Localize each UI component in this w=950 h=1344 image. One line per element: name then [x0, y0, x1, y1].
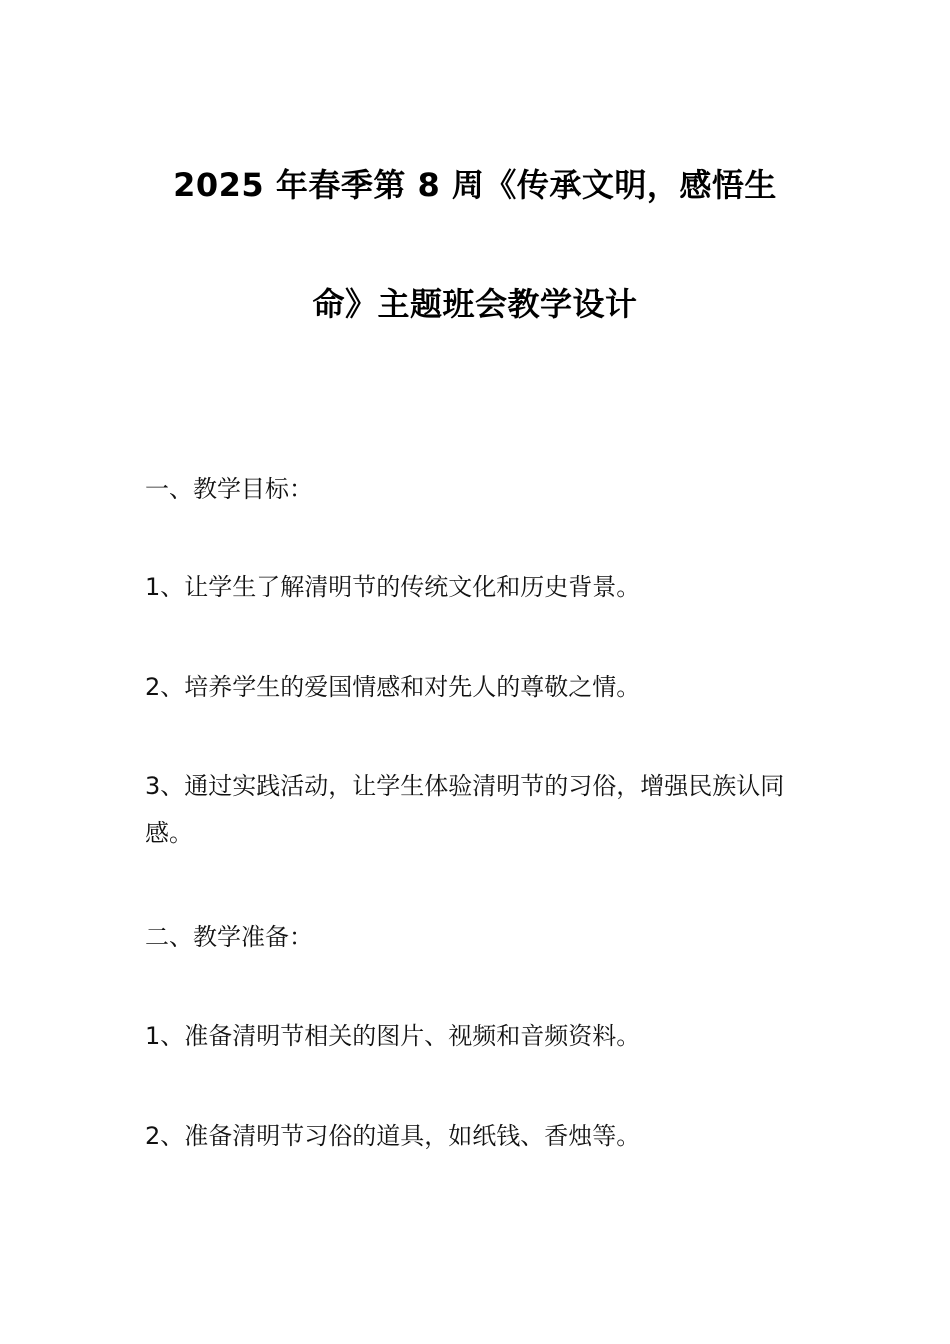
section-heading-preparation: 二、教学准备：	[145, 923, 313, 951]
section-heading-objectives: 一、教学目标：	[145, 475, 313, 503]
objective-item-2: 2、培养学生的爱国情感和对先人的尊敬之情。	[145, 673, 641, 701]
objective-item-3: 3、通过实践活动，让学生体验清明节的习俗，增强民族认同感。	[145, 772, 785, 847]
document-title-line-1: 2025 年春季第 8 周《传承文明，感悟生	[173, 166, 777, 204]
document-title-line-2: 命》主题班会教学设计	[312, 285, 638, 323]
preparation-item-2: 2、准备清明节习俗的道具，如纸钱、香烛等。	[145, 1122, 641, 1150]
preparation-item-1: 1、准备清明节相关的图片、视频和音频资料。	[145, 1022, 641, 1050]
objective-item-1: 1、让学生了解清明节的传统文化和历史背景。	[145, 573, 641, 601]
